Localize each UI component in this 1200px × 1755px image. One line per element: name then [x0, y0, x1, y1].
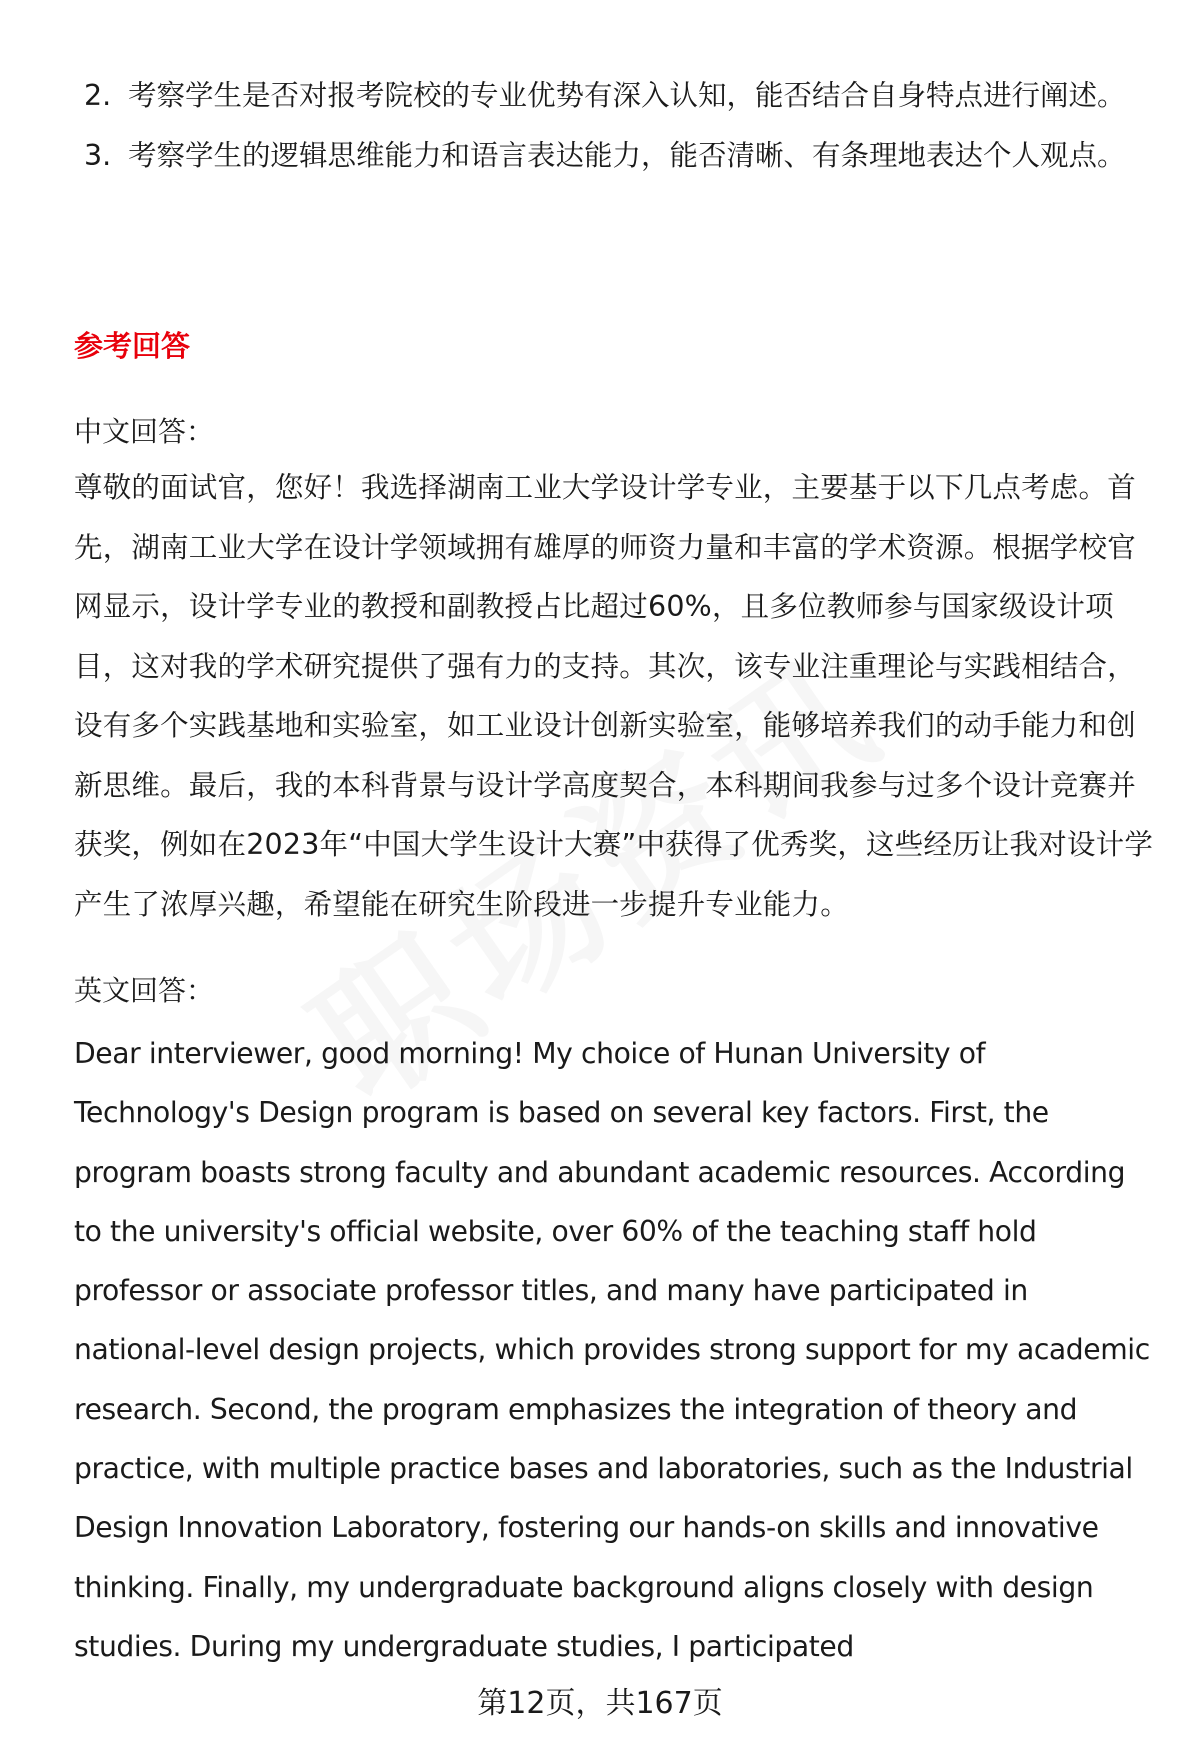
- criteria-list: [74, 66, 1134, 186]
- english-answer-label: 英文回答：: [74, 974, 215, 1007]
- criteria-item-3: [74, 126, 1134, 186]
- criteria-item-text: 考察学生是否对报考院校的专业优势有深入认知，能否结合自身特点进行阐述。: [128, 79, 1126, 112]
- criteria-item-2: [74, 66, 1134, 126]
- reference-answer-heading: 参考回答: [74, 329, 191, 363]
- criteria-item-number: 3.: [84, 139, 112, 172]
- english-answer-text: Dear interviewer, good morning! My choice of Hunan University of Technology's Design program is based on several key factors. First, the program boasts strong faculty and abundant academic resources. According to the university's official website, over 60% of the teaching staff hold professor or associate professor titles, and many have participated in national-level design projects, which provides strong support for my academic research. Second, the program emphasizes the integration of theory and practice, with multiple practice bases and laboratories, such as the Industrial Design Innovation Laboratory, fostering our hands-on skills and innovative thinking. Finally, my undergraduate background aligns closely with design studies. During my undergraduate studies, I participated: [74, 1037, 1150, 1663]
- criteria-item-text: 考察学生的逻辑思维能力和语言表达能力，能否清晰、有条理地表达个人观点。: [128, 139, 1126, 172]
- chinese-answer-label: 中文回答：: [74, 415, 215, 448]
- page-number: 第12页，共167页: [477, 1686, 723, 1721]
- criteria-item-number: 2.: [84, 79, 112, 112]
- chinese-answer-text: 尊敬的面试官，您好！我选择湖南工业大学设计学专业，主要基于以下几点考虑。首先，湖南工业大学在设计学领域拥有雄厚的师资力量和丰富的学术资源。根据学校官网显示，设计学专业的教授和副教授占比超过60%，且多位教师参与国家级设计项目，这对我的学术研究提供了强有力的支持。其次，该专业注重理论与实践相结合，设有多个实践基地和实验室，如工业设计创新实验室，能够培养我们的动手能力和创新思维。最后，我的本科背景与设计学高度契合，本科期间我参与过多个设计竞赛并获奖，例如在2023年“中国大学生设计大赛”中获得了优秀奖，这些经历让我对设计学产生了浓厚兴趣，希望能在研究生阶段进一步提升专业能力。: [74, 471, 1154, 921]
